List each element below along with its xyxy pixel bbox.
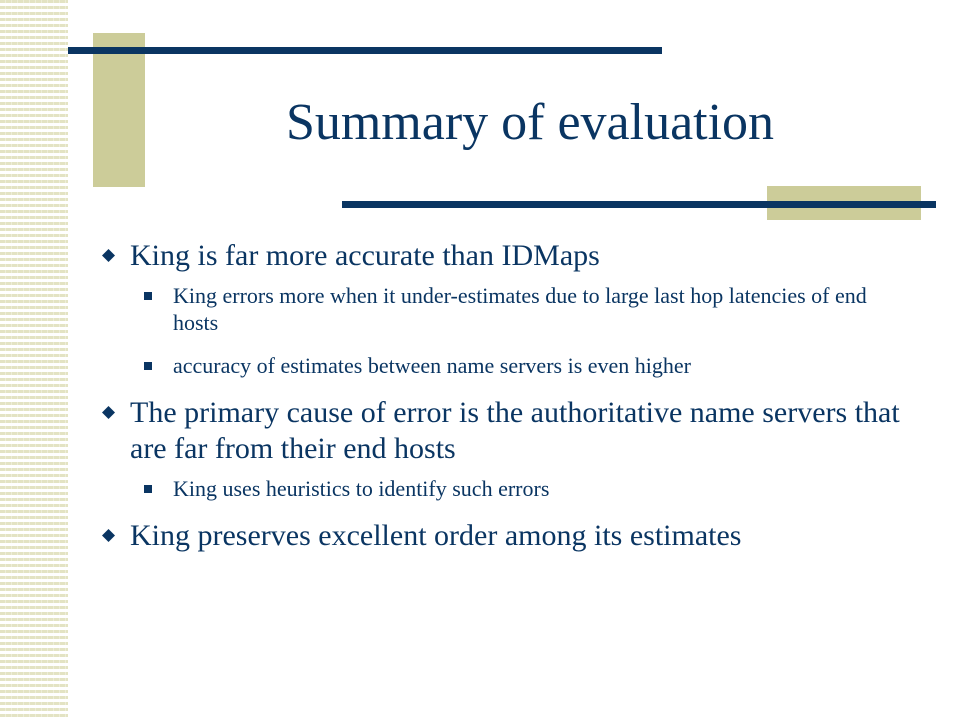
slide-title: Summary of evaluation — [285, 94, 775, 151]
bullet-item-3 — [100, 518, 900, 554]
left-stripe-border — [0, 0, 68, 720]
bullet-item-1 — [100, 238, 900, 274]
bullet-item-2 — [100, 395, 900, 467]
square-icon — [144, 485, 152, 493]
bullet-list — [100, 238, 900, 562]
square-icon — [144, 362, 152, 370]
sub-bullet-item — [100, 475, 900, 502]
decorative-navy-bottom-line — [342, 201, 936, 208]
square-icon — [144, 292, 152, 300]
bullet-text: King preserves excellent order among its estimates — [130, 519, 742, 552]
sub-bullet-item — [100, 282, 900, 336]
sub-bullet-text: King uses heuristics to identify such errors — [173, 476, 550, 501]
bullet-text: The primary cause of error is the authoritative name servers that are far from their end hosts — [130, 396, 900, 465]
sub-bullet-text: accuracy of estimates between name servers is even higher — [173, 353, 691, 378]
sub-bullet-item — [100, 352, 900, 379]
decorative-navy-top-line — [68, 47, 662, 54]
diamond-icon — [102, 529, 115, 542]
bullet-text: King is far more accurate than IDMaps — [130, 239, 600, 272]
diamond-icon — [102, 406, 115, 419]
diamond-icon — [102, 249, 115, 262]
sub-bullet-text: King errors more when it under-estimates due to large last hop latencies of end hosts — [173, 283, 867, 335]
